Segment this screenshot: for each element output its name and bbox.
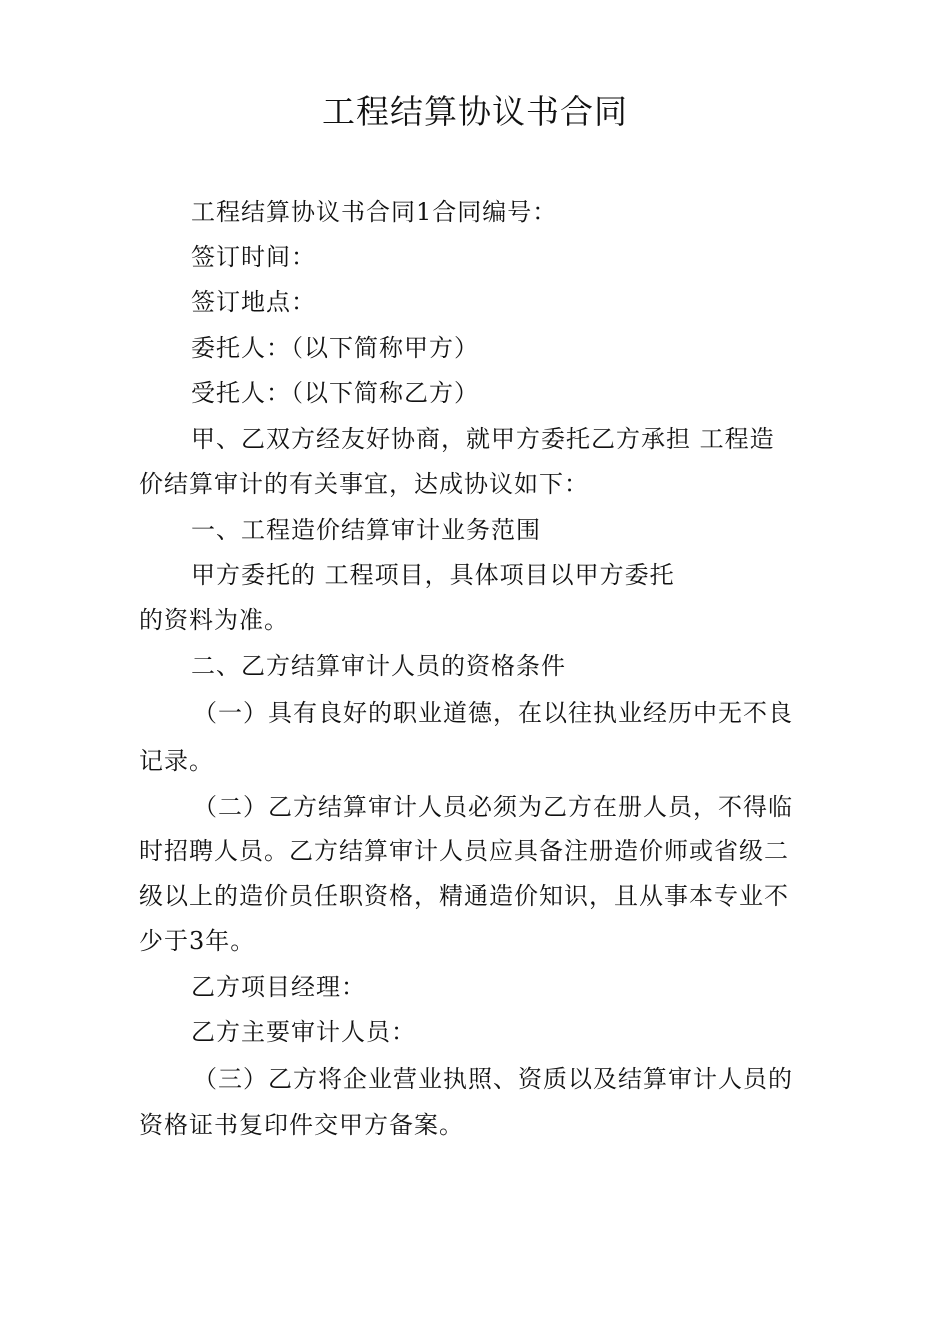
preamble-line-2: 价结算审计的有关事宜，达成协议如下： bbox=[139, 470, 589, 498]
main-auditors-line: 乙方主要审计人员： bbox=[191, 1018, 416, 1046]
clause-2-2-line-1: （二）乙方结算审计人员必须为乙方在册人员，不得临 bbox=[193, 793, 793, 821]
clause-2-2-line-2: 时招聘人员。乙方结算审计人员应具备注册造价师或省级二 bbox=[139, 837, 789, 865]
document-title: 工程结算协议书合同 bbox=[322, 92, 628, 131]
signing-place-line: 签订地点： bbox=[191, 288, 316, 316]
preamble-line-1: 甲、乙双方经友好协商，就甲方委托乙方承担 工程造 bbox=[191, 425, 775, 453]
clause-2-1-line-2: 记录。 bbox=[139, 747, 214, 775]
clause-2-3-line-2: 资格证书复印件交甲方备案。 bbox=[139, 1111, 464, 1139]
clause-2-3-line-1: （三）乙方将企业营业执照、资质以及结算审计人员的 bbox=[193, 1065, 793, 1093]
section-1-text-line-1: 甲方委托的 工程项目，具体项目以甲方委托 bbox=[191, 561, 675, 589]
signing-time-line: 签订时间： bbox=[191, 243, 316, 271]
project-manager-line: 乙方项目经理： bbox=[191, 973, 366, 1001]
section-1-heading: 一、工程造价结算审计业务范围 bbox=[191, 516, 541, 544]
section-1-text-line-2: 的资料为准。 bbox=[139, 606, 289, 634]
contractor-line: 受托人：（以下简称乙方） bbox=[191, 379, 479, 407]
clause-2-1-line-1: （一）具有良好的职业道德，在以往执业经历中无不良 bbox=[193, 699, 793, 727]
section-2-heading: 二、乙方结算审计人员的资格条件 bbox=[191, 652, 566, 680]
clause-2-2-line-3: 级以上的造价员任职资格，精通造价知识，且从事本专业不 bbox=[139, 882, 789, 910]
contract-number-line: 工程结算协议书合同1合同编号： bbox=[191, 198, 558, 226]
client-line: 委托人：（以下简称甲方） bbox=[191, 334, 479, 362]
clause-2-2-line-4: 少于3年。 bbox=[139, 927, 256, 955]
